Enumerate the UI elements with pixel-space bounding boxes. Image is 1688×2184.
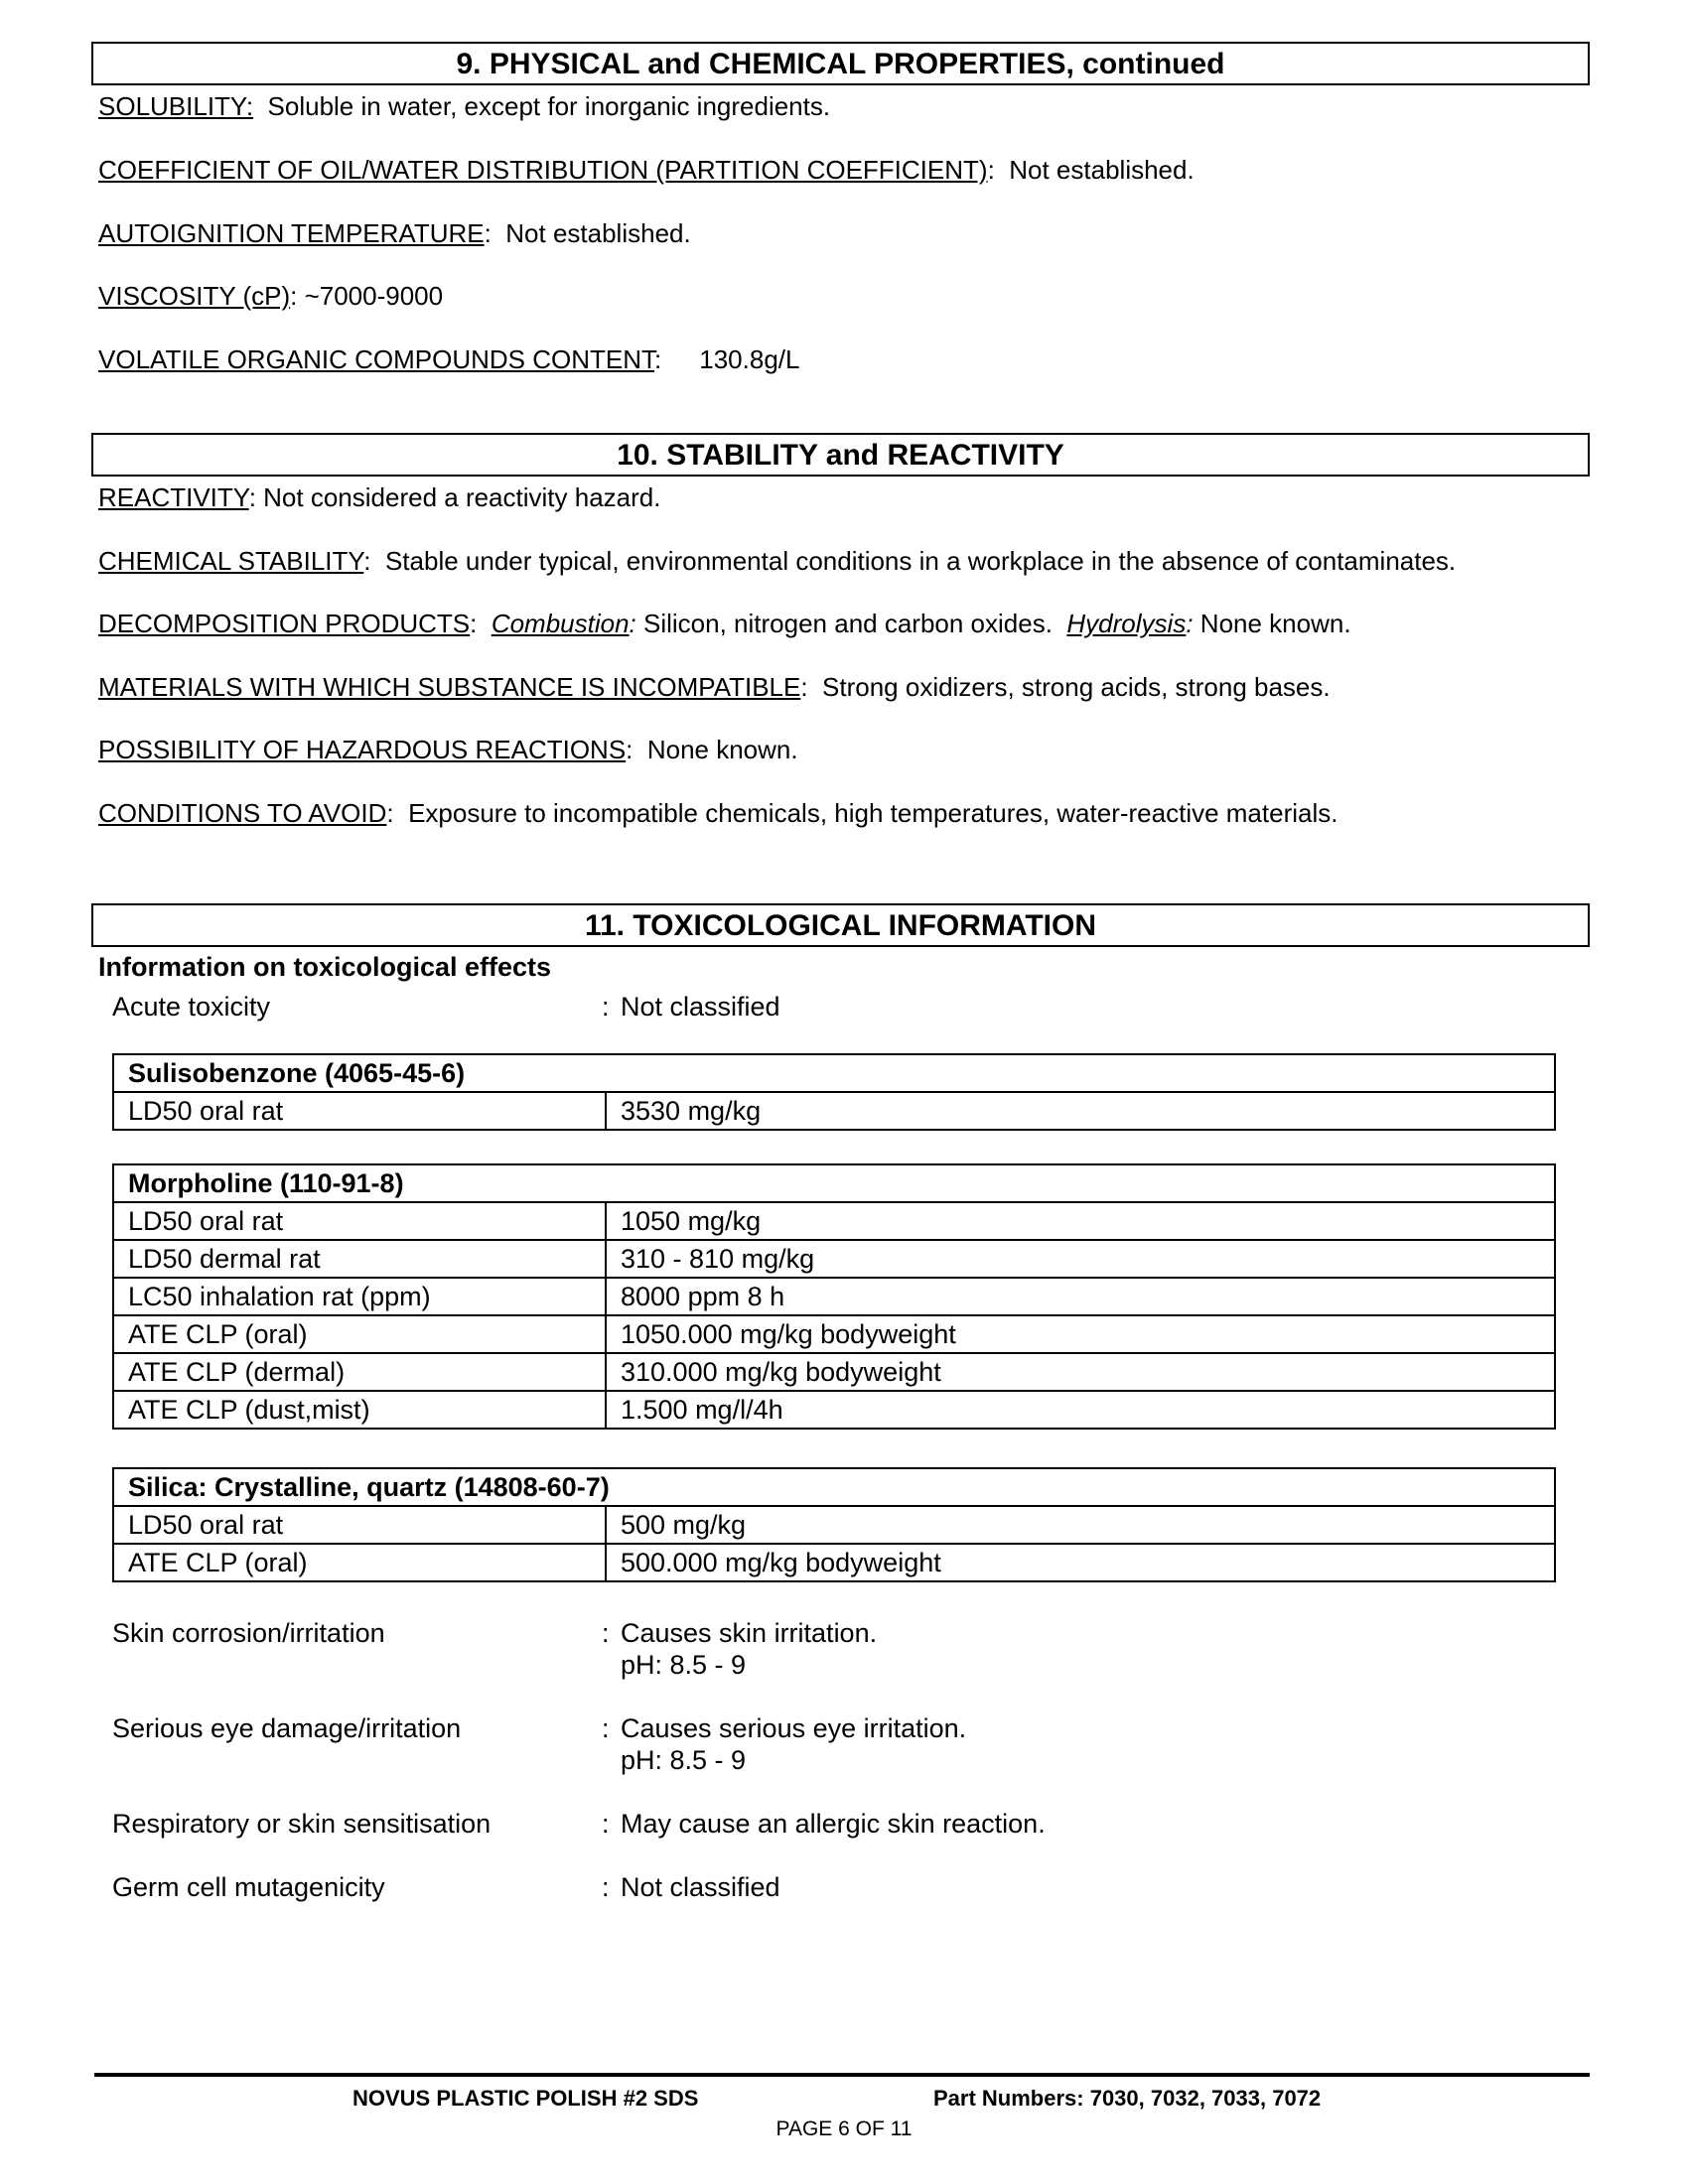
voc-value: 130.8g/L [699,344,800,374]
eye-damage-label: Serious eye damage/irritation [112,1713,462,1743]
table-cell-value: 1050 mg/kg [606,1202,1555,1240]
autoignition-label: AUTOIGNITION TEMPERATURE [98,218,485,248]
eye-damage-value: Causes serious eye irritation. [621,1713,967,1743]
hydrolysis-label: Hydrolysis [1066,609,1187,638]
skin-corrosion-label: Skin corrosion/irritation [112,1618,385,1648]
section-9-header: 9. PHYSICAL and CHEMICAL PROPERTIES, continued [91,42,1590,85]
autoignition-field: AUTOIGNITION TEMPERATURE: Not established. [98,218,691,248]
footer-rule [94,2073,1590,2077]
table-cell-value: 3530 mg/kg [606,1092,1555,1130]
table-cell-endpoint: ATE CLP (dermal) [113,1353,606,1391]
table-row [113,1092,1555,1130]
table-row [113,1506,1555,1544]
table-cell-endpoint: ATE CLP (dust,mist) [113,1391,606,1429]
hazardous-reactions-value: None known. [646,735,798,764]
reactivity-value: Not considered a reactivity hazard. [263,482,661,512]
table-cell-value: 1.500 mg/l/4h [606,1391,1555,1429]
incompatible-materials-field: MATERIALS WITH WHICH SUBSTANCE IS INCOMPATIBLE: Strong oxidizers, strong acids, strong bases. [98,672,1331,702]
partition-coefficient-field: COEFFICIENT OF OIL/WATER DISTRIBUTION (PARTITION COEFFICIENT): Not established. [98,155,1195,185]
conditions-to-avoid-field: CONDITIONS TO AVOID: Exposure to incompatible chemicals, high temperatures, water-reactive materials. [98,798,1338,828]
table-substance-header: Morpholine (110-91-8) [113,1164,1555,1202]
sulisobenzone-table [112,1053,1556,1131]
chemical-stability-field: CHEMICAL STABILITY: Stable under typical, environmental conditions in a workplace in the absence of contaminates. [98,546,1457,576]
acute-toxicity-value: Not classified [621,992,780,1022]
table-cell-endpoint: ATE CLP (oral) [113,1315,606,1353]
sds-page: 9. PHYSICAL and CHEMICAL PROPERTIES, continued SOLUBILITY: Soluble in water, except for inorganic ingredients. COEFFICIENT OF OIL/WATER DISTRIBUTION (PARTITION COEFFICIENT): Not established. AUTOIGNITION TEMPERATURE: Not established. VISCOSITY (cP): ~7000-9000 VOLATILE ORGANIC COMPOUNDS CONTENT: 130.8g/L 10. STABILITY and REACTIVITY REACTIVITY: Not considered a reactivity hazard. CHEMICAL STABILITY: Stable under typical, environmental conditions in a workplace in the absence of contaminates. DECOMPOSITION PRODUCTS: Combustion: Silicon, nitrogen and carbon oxides. Hydrolysis: None known. MATERIALS WITH WHICH SUBSTANCE IS INCOMPATIBLE: Strong oxidizers, strong acids, strong bases. POSSIBILITY OF HAZARDOUS REACTIONS: None known. CONDITIONS TO AVOID: Exposure to incompatible chemicals, high temperatures, water-reactive materials. 11. TOXICOLOGICAL INFORMATION Information on toxicological effects Acute toxicity : Not classified Sulisobenzone (4065-45-6) LD50 oral rat 3530 mg/kg Morpholine (110-91-8) LD50 oral rat 1050 mg/kg LD50 dermal rat 310 - 810 mg/kg LC50 inhalation rat (ppm) 8000 ppm 8 h ATE CLP (oral) 1050.000 mg/kg bodyweight ATE CLP (dermal) 310.000 mg/kg bodyweight ATE CLP (dust,mist) 1.500 mg/l/4h Silica: Crystalline, quartz (14808-60-7) LD50 oral rat 500 mg/kg ATE CLP (oral) 500.000 mg/kg bodyweight Skin corrosion/irritation : Causes skin irritation. pH: 8.5 - 9 Serious eye damage/irritation : Causes serious eye irritation. pH: 8.5 - 9 Respiratory or skin sensitisation : May cause an allergic skin reaction. Germ cell mutagenicity : Not classified NOVUS PLASTIC POLISH #2 SDS Part Numbers: 7030, 7032, 7033, 7072 PAGE 6 OF 11 [0,0,1688,2184]
footer-page-number: PAGE 6 OF 11 [775,2117,913,2140]
combustion-value: Silicon, nitrogen and carbon oxides. [643,609,1053,638]
sensitisation-value: May cause an allergic skin reaction. [621,1809,1046,1839]
section-10-header: 10. STABILITY and REACTIVITY [91,433,1590,477]
section-11-header: 11. TOXICOLOGICAL INFORMATION [91,903,1590,947]
skin-corrosion-ph: pH: 8.5 - 9 [621,1650,747,1680]
combustion-label: Combustion [491,609,630,638]
hazardous-reactions-field: POSSIBILITY OF HAZARDOUS REACTIONS: None known. [98,735,798,764]
toxicological-effects-heading: Information on toxicological effects [98,952,552,982]
chemical-stability-label: CHEMICAL STABILITY [98,546,364,576]
solubility-label: SOLUBILITY: [98,91,254,121]
morpholine-table [112,1163,1556,1430]
table-cell-value: 310.000 mg/kg bodyweight [606,1353,1555,1391]
table-row [113,1202,1555,1240]
table-substance-header: Sulisobenzone (4065-45-6) [113,1054,1555,1092]
partition-coefficient-value: Not established. [1009,155,1195,185]
table-cell-endpoint: LD50 dermal rat [113,1240,606,1278]
footer-product-name: NOVUS PLASTIC POLISH #2 SDS [352,2086,699,2111]
viscosity-label: VISCOSITY (cP) [98,281,291,311]
viscosity-value: ~7000-9000 [304,281,444,311]
solubility-value: Soluble in water, except for inorganic ingredients. [267,91,831,121]
table-cell-value: 500.000 mg/kg bodyweight [606,1544,1555,1581]
chemical-stability-value: Stable under typical, environmental conditions in a workplace in the absence of contaminates. [384,546,1457,576]
table-row [113,1544,1555,1581]
decomposition-label: DECOMPOSITION PRODUCTS [98,609,471,638]
voc-field: VOLATILE ORGANIC COMPOUNDS CONTENT: 130.8g/L [98,344,800,374]
table-cell-endpoint: LD50 oral rat [113,1506,606,1544]
partition-coefficient-label: COEFFICIENT OF OIL/WATER DISTRIBUTION (PARTITION COEFFICIENT) [98,155,988,185]
mutagenicity-value: Not classified [621,1872,780,1902]
acute-toxicity-label: Acute toxicity [112,992,271,1022]
table-cell-endpoint: ATE CLP (oral) [113,1544,606,1581]
reactivity-field: REACTIVITY: Not considered a reactivity hazard. [98,482,661,512]
mutagenicity-label: Germ cell mutagenicity [112,1872,385,1902]
table-row [113,1315,1555,1353]
table-cell-value: 500 mg/kg [606,1506,1555,1544]
table-cell-endpoint: LC50 inhalation rat (ppm) [113,1278,606,1315]
table-cell-value: 8000 ppm 8 h [606,1278,1555,1315]
reactivity-label: REACTIVITY [98,482,249,512]
conditions-to-avoid-value: Exposure to incompatible chemicals, high temperatures, water-reactive materials. [408,798,1338,828]
incompatible-materials-label: MATERIALS WITH WHICH SUBSTANCE IS INCOMPATIBLE [98,672,801,702]
silica-table [112,1467,1556,1582]
table-cell-value: 1050.000 mg/kg bodyweight [606,1315,1555,1353]
skin-corrosion-value: Causes skin irritation. [621,1618,878,1648]
hazardous-reactions-label: POSSIBILITY OF HAZARDOUS REACTIONS [98,735,627,764]
sensitisation-label: Respiratory or skin sensitisation [112,1809,492,1839]
table-cell-value: 310 - 810 mg/kg [606,1240,1555,1278]
incompatible-materials-value: Strong oxidizers, strong acids, strong bases. [822,672,1331,702]
table-cell-endpoint: LD50 oral rat [113,1092,606,1130]
hydrolysis-value: None known. [1199,609,1351,638]
solubility-field [98,90,830,122]
viscosity-field: VISCOSITY (cP): ~7000-9000 [98,281,444,311]
table-cell-endpoint: LD50 oral rat [113,1202,606,1240]
table-substance-header: Silica: Crystalline, quartz (14808-60-7) [113,1468,1555,1506]
eye-damage-ph: pH: 8.5 - 9 [621,1745,747,1775]
autoignition-value: Not established. [505,218,691,248]
decomposition-field: DECOMPOSITION PRODUCTS: Combustion: Silicon, nitrogen and carbon oxides. Hydrolysis: None known. [98,609,1351,638]
table-row [113,1353,1555,1391]
table-row [113,1278,1555,1315]
footer-part-numbers: Part Numbers: 7030, 7032, 7033, 7072 [933,2086,1322,2111]
table-row [113,1240,1555,1278]
voc-label: VOLATILE ORGANIC COMPOUNDS CONTENT [98,344,655,374]
table-row [113,1391,1555,1429]
conditions-to-avoid-label: CONDITIONS TO AVOID [98,798,387,828]
